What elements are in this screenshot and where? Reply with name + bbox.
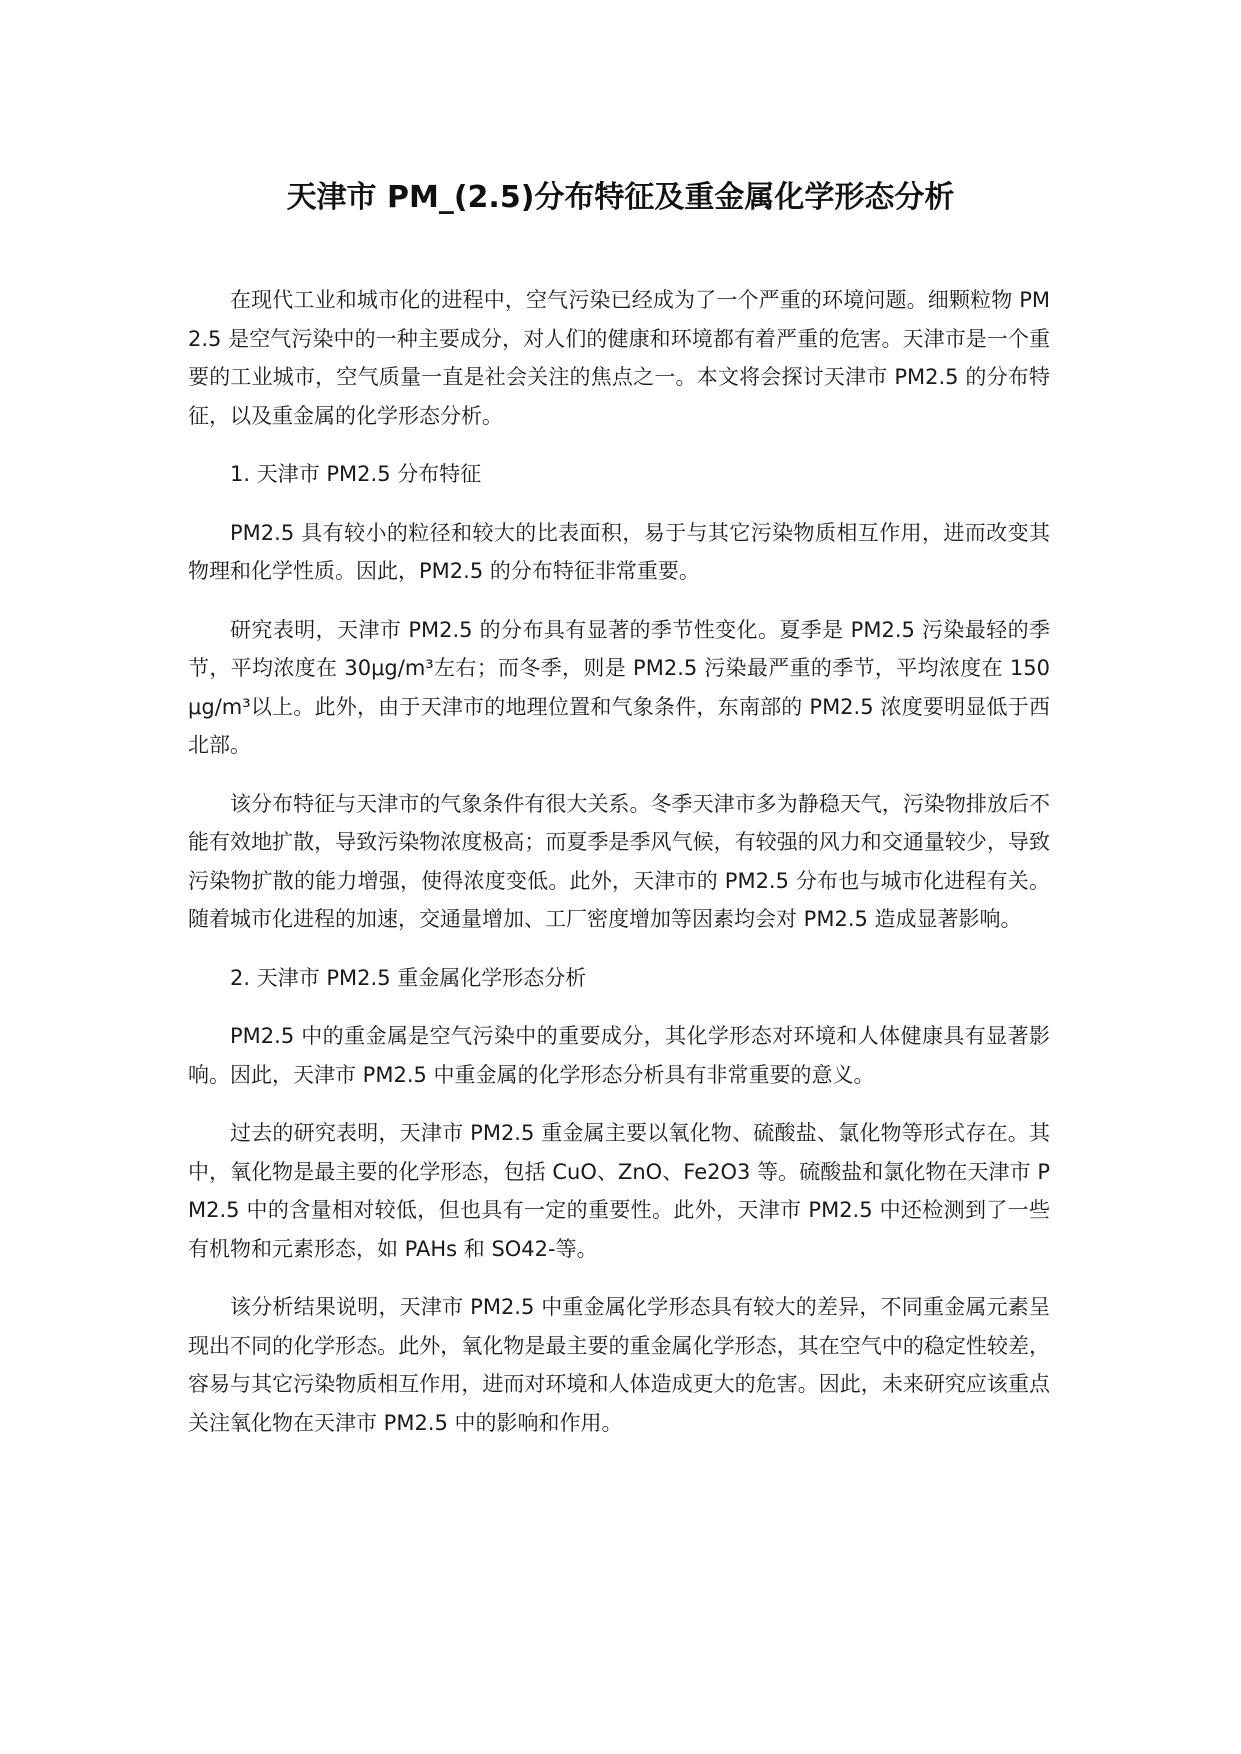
section-1-paragraph-2: 研究表明，天津市 PM2.5 的分布具有显著的季节性变化。夏季是 PM2.5 污染最轻的季节，平均浓度在 30μg/m³左右；而冬季，则是 PM2.5 污染最严重的季节，平均浓度在 150μg/m³以上。此外，由于天津市的地理位置和气象条件，东南部的 PM2.5 浓度要明显低于西北部。 [188,617,1050,757]
section-1-paragraph-1: PM2.5 具有较小的粒径和较大的比表面积，易于与其它污染物质相互作用，进而改变其物理和化学性质。因此，PM2.5 的分布特征非常重要。 [188,520,1050,583]
document-body [188,281,1050,1462]
section-1-paragraph-3: 该分布特征与天津市的气象条件有很大关系。冬季天津市多为静稳天气，污染物排放后不能有效地扩散，导致污染物浓度极高；而夏季是季风气候，有较强的风力和交通量较少，导致污染物扩散的能力增强，使得浓度变低。此外，天津市的 PM2.5 分布也与城市化进程有关。随着城市化进程的加速，交通量增加、工厂密度增加等因素均会对 PM2.5 造成显著影响。 [188,791,1050,931]
section-2-paragraph-2: 过去的研究表明，天津市 PM2.5 重金属主要以氧化物、硫酸盐、氯化物等形式存在。其中，氧化物是最主要的化学形态，包括 CuO、ZnO、Fe2O3 等。硫酸盐和氯化物在天津市 PM2.5 中的含量相对较低，但也具有一定的重要性。此外，天津市 PM2.5 中还检测到了一些有机物和元素形态，如 PAHs 和 SO42-等。 [188,1121,1050,1261]
intro-paragraph: 在现代工业和城市化的进程中，空气污染已经成为了一个严重的环境问题。细颗粒物 PM2.5 是空气污染中的一种主要成分，对人们的健康和环境都有着严重的危害。天津市是一个重要的工业城市，空气质量一直是社会关注的焦点之一。本文将会探讨天津市 PM2.5 的分布特征，以及重金属的化学形态分析。 [188,288,1050,428]
section-2-paragraph-3: 该分析结果说明，天津市 PM2.5 中重金属化学形态具有较大的差异，不同重金属元素呈现出不同的化学形态。此外，氧化物是最主要的重金属化学形态，其在空气中的稳定性较差，容易与其它污染物质相互作用，进而对环境和人体造成更大的危害。因此，未来研究应该重点关注氧化物在天津市 PM2.5 中的影响和作用。 [188,1295,1050,1435]
section-1-heading: 1. 天津市 PM2.5 分布特征 [230,462,482,486]
document-title: 天津市 PM_(2.5)分布特征及重金属化学形态分析 [286,180,955,215]
section-2-paragraph-1: PM2.5 中的重金属是空气污染中的重要成分，其化学形态对环境和人体健康具有显著影响。因此，天津市 PM2.5 中重金属的化学形态分析具有非常重要的意义。 [188,1024,1050,1087]
section-2-heading: 2. 天津市 PM2.5 重金属化学形态分析 [230,965,587,990]
